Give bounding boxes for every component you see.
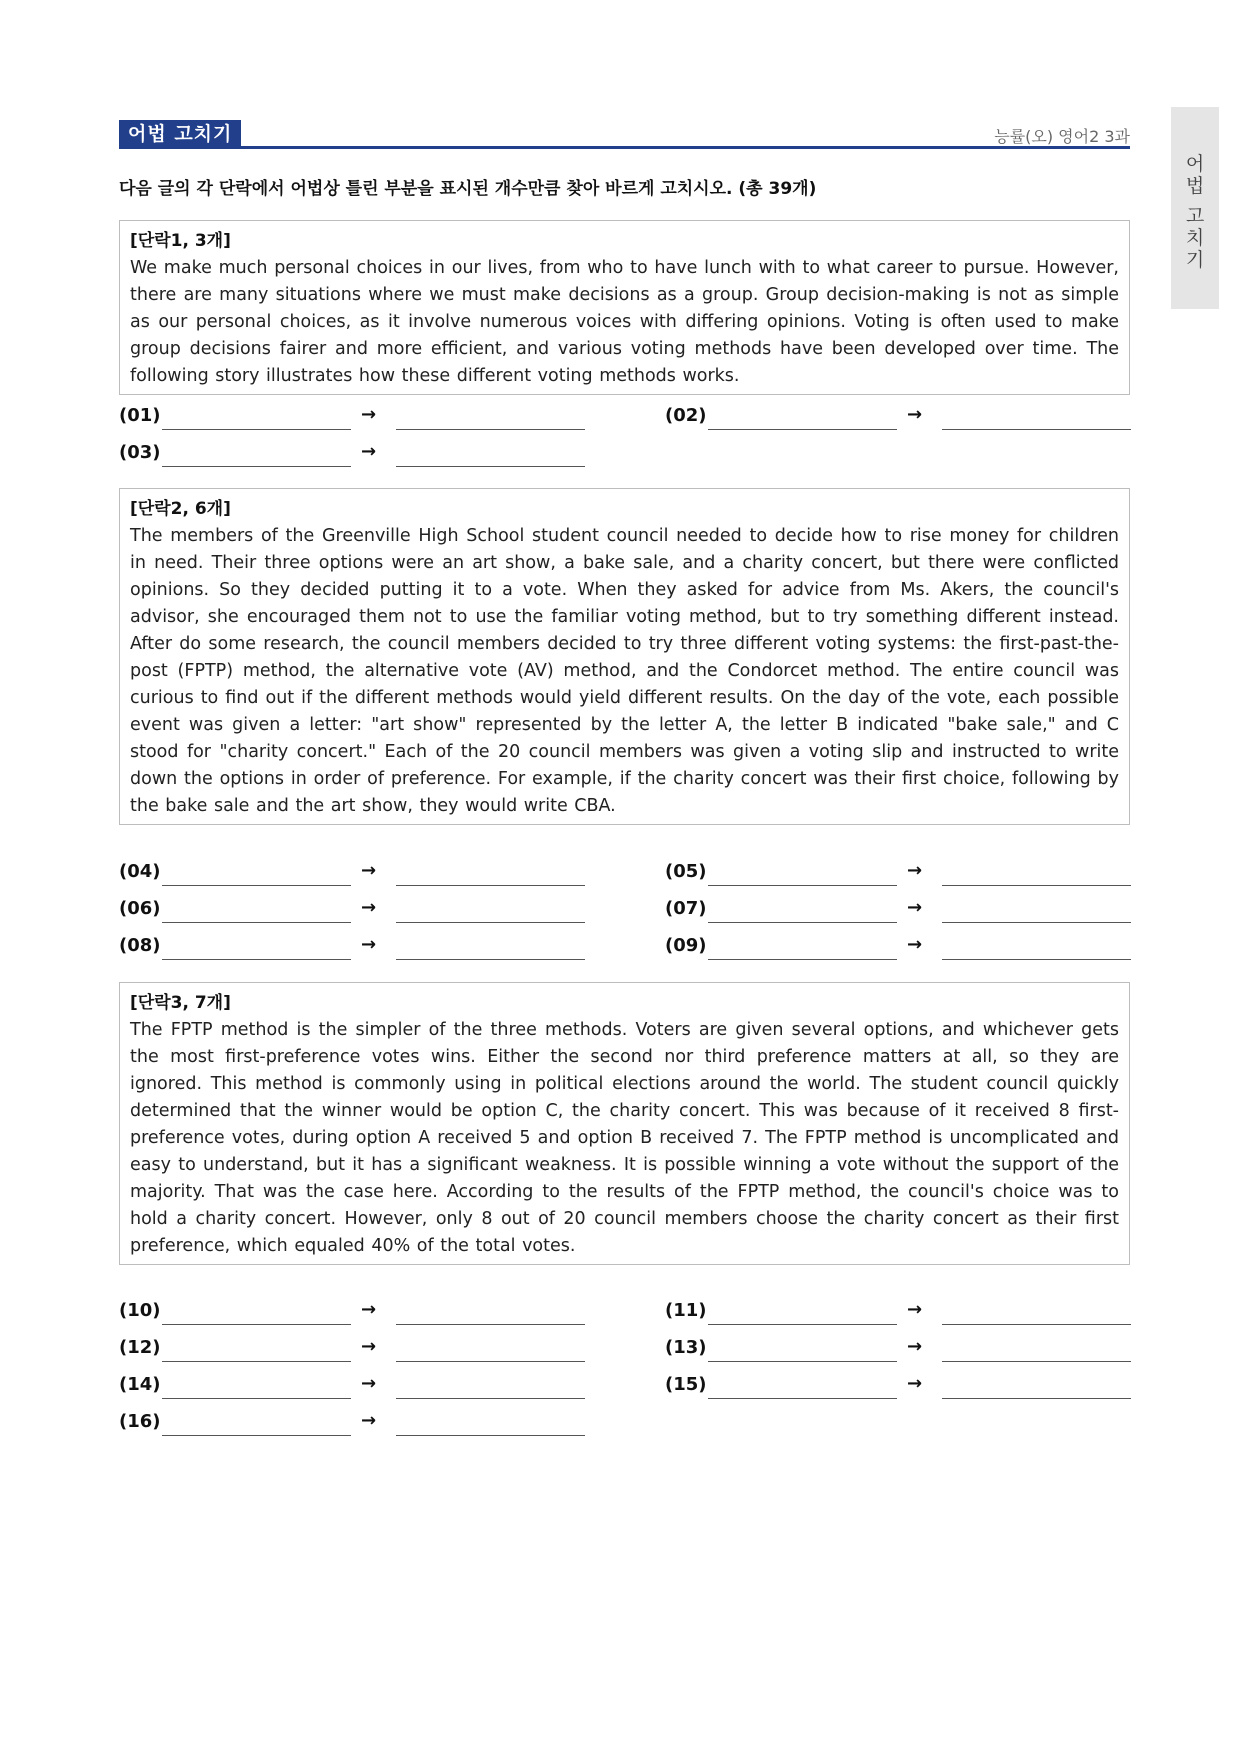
correct-blank[interactable] [942, 1324, 1131, 1325]
answer-number: (09) [665, 935, 707, 956]
arrow-icon: → [907, 860, 923, 881]
answer-row [119, 440, 1130, 470]
wrong-blank[interactable] [708, 885, 897, 886]
header-divider [119, 146, 1130, 149]
correct-blank[interactable] [942, 1361, 1131, 1362]
answer-row [119, 1372, 1130, 1402]
arrow-icon: → [907, 1299, 923, 1320]
correct-blank[interactable] [396, 429, 585, 430]
answer-item [119, 1409, 589, 1439]
correct-blank[interactable] [942, 959, 1131, 960]
arrow-icon: → [361, 1373, 377, 1394]
answer-row [119, 1335, 1130, 1365]
answer-item [119, 1372, 589, 1402]
side-tab [1171, 107, 1219, 309]
correct-blank[interactable] [396, 1361, 585, 1362]
answer-number: (07) [665, 898, 707, 919]
answer-number: (06) [119, 898, 161, 919]
side-tab-char: 기 [1185, 249, 1205, 271]
answer-row [119, 933, 1130, 963]
correct-blank[interactable] [396, 1324, 585, 1325]
answer-number: (11) [665, 1300, 707, 1321]
answer-number: (15) [665, 1374, 707, 1395]
correct-blank[interactable] [396, 1435, 585, 1436]
answer-number: (13) [665, 1337, 707, 1358]
paragraph-label: [단락2, 6개] [130, 499, 231, 519]
answer-number: (10) [119, 1300, 161, 1321]
wrong-blank[interactable] [162, 466, 351, 467]
arrow-icon: → [361, 1299, 377, 1320]
textbook-info: 능률(오) 영어2 3과 [994, 127, 1130, 146]
wrong-blank[interactable] [162, 1361, 351, 1362]
correct-blank[interactable] [396, 922, 585, 923]
answer-item [119, 896, 589, 926]
answer-number: (03) [119, 442, 161, 463]
paragraph-box-1 [119, 220, 1130, 395]
answer-row [119, 896, 1130, 926]
answer-number: (01) [119, 405, 161, 426]
paragraph-label: [단락3, 7개] [130, 993, 231, 1013]
instruction-text: 다음 글의 각 단락에서 어법상 틀린 부분을 표시된 개수만큼 찾아 바르게 고치시오. (총 39개) [119, 179, 817, 199]
correct-blank[interactable] [942, 922, 1131, 923]
wrong-blank[interactable] [162, 922, 351, 923]
answer-row [119, 1409, 1130, 1439]
side-tab-char: 법 [1185, 175, 1205, 197]
correct-blank[interactable] [396, 466, 585, 467]
answer-item [119, 1335, 589, 1365]
arrow-icon: → [361, 441, 377, 462]
paragraph-text: The FPTP method is the simpler of the three methods. Voters are given several options, and whichever gets the most first-preference votes wins. Either the second nor third preference matters at all, so they are ignored. This method is commonly using in political elections around the world. The student council quickly determined that the winner would be option C, the charity concert. This was because of it received 8 first-preference votes, during option A received 5 and option B received 7. The FPTP method is uncomplicated and easy to understand, but it has a significant weakness. It is possible winning a vote without the support of the majority. That was the case here. According to the results of the FPTP method, the council's choice was to hold a charity concert. However, only 8 out of 20 council members choose the charity concert as their first preference, which equaled 40% of the total votes. [130, 1020, 1119, 1256]
wrong-blank[interactable] [708, 1361, 897, 1362]
paragraph-label: [단락1, 3개] [130, 231, 231, 251]
correct-blank[interactable] [942, 429, 1131, 430]
answer-number: (05) [665, 861, 707, 882]
answer-number: (14) [119, 1374, 161, 1395]
answer-item [665, 1298, 1135, 1328]
paragraph-box-3 [119, 982, 1130, 1265]
arrow-icon: → [907, 1336, 923, 1357]
arrow-icon: → [907, 934, 923, 955]
side-tab-char: 고 [1185, 205, 1205, 227]
answer-number: (08) [119, 935, 161, 956]
answer-item [119, 440, 589, 470]
correct-blank[interactable] [942, 885, 1131, 886]
wrong-blank[interactable] [708, 959, 897, 960]
answer-row [119, 859, 1130, 889]
answer-item [665, 933, 1135, 963]
side-tab-char: 치 [1185, 227, 1205, 249]
arrow-icon: → [907, 897, 923, 918]
section-title: 어법 고치기 [119, 120, 241, 148]
arrow-icon: → [361, 860, 377, 881]
paragraph-box-2 [119, 488, 1130, 825]
wrong-blank[interactable] [708, 1398, 897, 1399]
answer-number: (04) [119, 861, 161, 882]
wrong-blank[interactable] [162, 1398, 351, 1399]
wrong-blank[interactable] [162, 429, 351, 430]
answer-item [119, 933, 589, 963]
wrong-blank[interactable] [162, 1324, 351, 1325]
arrow-icon: → [361, 897, 377, 918]
arrow-icon: → [361, 1336, 377, 1357]
wrong-blank[interactable] [162, 885, 351, 886]
answer-number: (02) [665, 405, 707, 426]
answer-item [119, 403, 589, 433]
paragraph-text: The members of the Greenville High School student council needed to decide how to rise money for children in need. Their three options were an art show, a bake sale, and a charity concert, but there were conflicted opinions. So they decided putting it to a vote. When they asked for advice from Ms. Akers, the council's advisor, she encouraged them not to use the familiar voting method, but to try something different instead. After do some research, the council members decided to try three different voting systems: the first-past-the-post (FPTP) method, the alternative vote (AV) method, and the Condorcet method. The entire council was curious to find out if the different methods would yield different results. On the day of the vote, each possible event was given a letter: "art show" represented by the letter A, the letter B indicated "bake sale," and C stood for "charity concert." Each of the 20 council members was given a voting slip and instructed to write down the options in order of preference. For example, if the charity concert was their first choice, following by the bake sale and the art show, they would write CBA. [130, 526, 1119, 816]
answer-item [665, 896, 1135, 926]
wrong-blank[interactable] [708, 429, 897, 430]
answer-item [119, 1298, 589, 1328]
wrong-blank[interactable] [708, 922, 897, 923]
answer-item [665, 403, 1135, 433]
wrong-blank[interactable] [708, 1324, 897, 1325]
paragraph-text: We make much personal choices in our lives, from who to have lunch with to what career to pursue. However, there are many situations where we must make decisions as a group. Group decision-making is not as simple as our personal choices, as it involve numerous voices with differing opinions. Voting is often used to make group decisions fairer and more efficient, and various voting methods have been developed over time. The following story illustrates how these different voting methods works. [130, 258, 1119, 386]
answer-number: (16) [119, 1411, 161, 1432]
correct-blank[interactable] [942, 1398, 1131, 1399]
arrow-icon: → [361, 1410, 377, 1431]
answer-item [665, 1372, 1135, 1402]
answer-number: (12) [119, 1337, 161, 1358]
correct-blank[interactable] [396, 1398, 585, 1399]
answer-row [119, 1298, 1130, 1328]
arrow-icon: → [361, 404, 377, 425]
wrong-blank[interactable] [162, 1435, 351, 1436]
page-header [119, 120, 1130, 148]
correct-blank[interactable] [396, 959, 585, 960]
answer-item [665, 1335, 1135, 1365]
arrow-icon: → [907, 1373, 923, 1394]
correct-blank[interactable] [396, 885, 585, 886]
side-tab-char: 어 [1185, 153, 1205, 175]
wrong-blank[interactable] [162, 959, 351, 960]
arrow-icon: → [907, 404, 923, 425]
answer-row [119, 403, 1130, 433]
arrow-icon: → [361, 934, 377, 955]
answer-item [665, 859, 1135, 889]
answer-item [119, 859, 589, 889]
